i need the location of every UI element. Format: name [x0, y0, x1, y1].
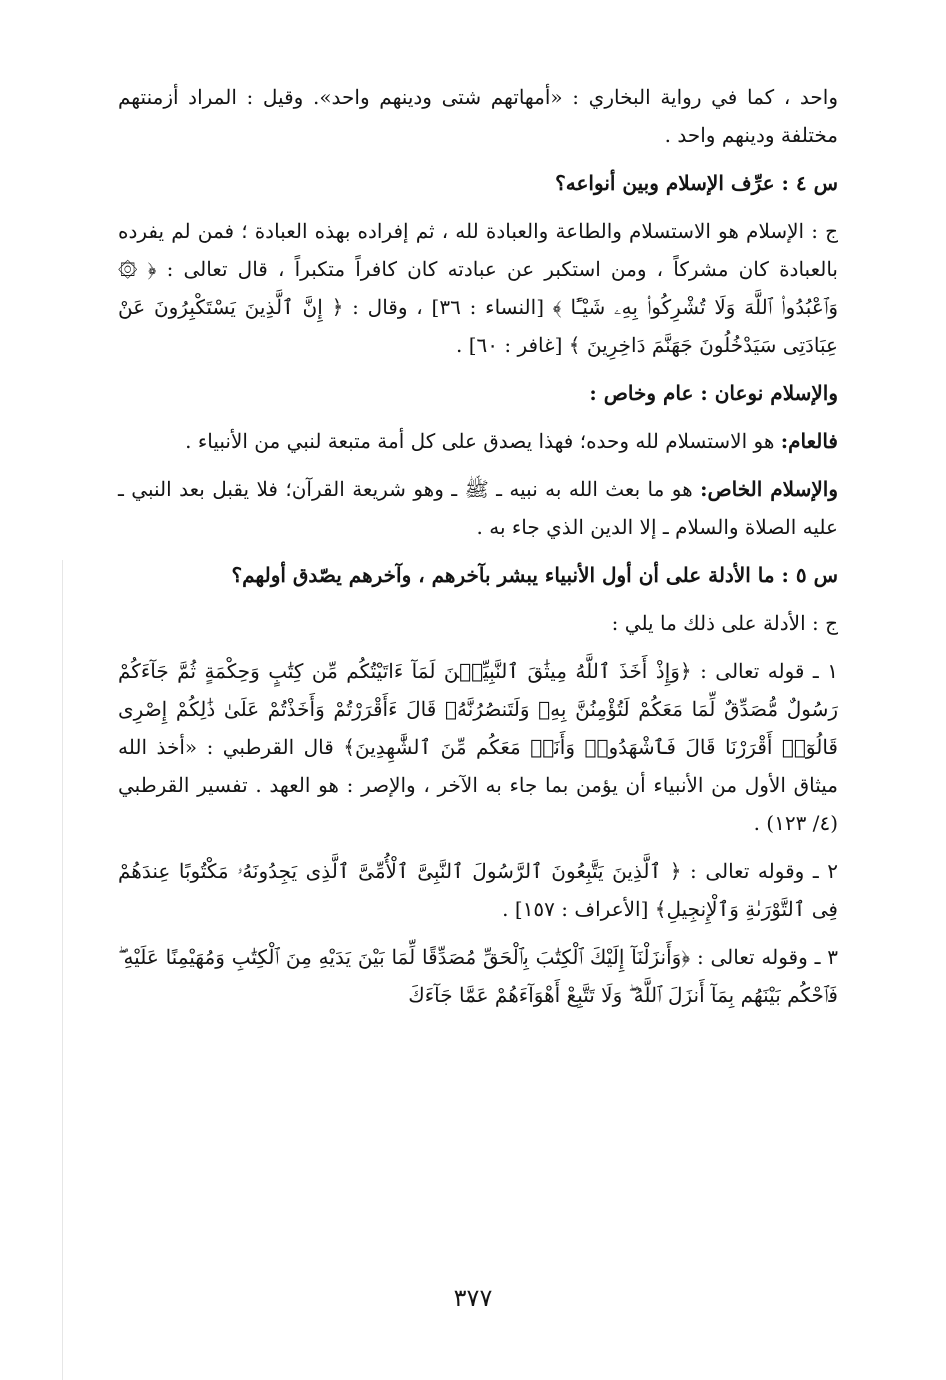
- islam-types-heading: والإسلام نوعان : عام وخاص :: [589, 381, 838, 405]
- specific-islam-text: هو ما بعث الله به نبيه ـ ﷺ ـ وهو شريعة القرآن؛ فلا يقبل بعد النبي ـ عليه الصلاة والسلام ـ إلا الدين الذي جاء به .: [118, 477, 838, 539]
- question-5-heading: س ٥ : ما الأدلة على أن أول الأنبياء يبشر بآخرهم ، وآخرهم يصّدق أولهم؟: [231, 563, 838, 587]
- page-body: [118, 78, 838, 1024]
- specific-islam-lead: والإسلام الخاص:: [700, 477, 838, 501]
- specific-islam-paragraph: [118, 470, 838, 546]
- general-islam-text: هو الاستسلام لله وحده؛ فهذا يصدق على كل أمة متبعة لنبي من الأنبياء .: [185, 429, 781, 453]
- evidence-1-paragraph: ١ ـ قوله تعالى : ﴿وَإِذْ أَخَذَ ٱللَّهُ مِيثَٰقَ ٱلنَّبِيِّـۧنَ لَمَآ ءَاتَيْتُكُم مِّن كِتَٰبٍ وَحِكْمَةٍ ثُمَّ جَآءَكُمْ رَسُولٌ مُّصَدِّقٌ لِّمَا مَعَكُمْ لَتُؤْمِنُنَّ بِهِۦ وَلَتَنصُرُنَّهُۥ قَالَ ءَأَقْرَرْتُمْ وَأَخَذْتُمْ عَلَىٰ ذَٰلِكُمْ إِصْرِى قَالُوٓا۟ أَقْرَرْنَا قَالَ فَٱشْهَدُوا۟ وَأَنَا۠ مَعَكُم مِّنَ ٱلشَّٰهِدِينَ﴾ قال القرطبي : «أخذ الله ميثاق الأول من الأنبياء أن يؤمن بما جاء به الآخر ، والإصر : هو العهد . تفسير القرطبي (٤/ ١٢٣) .: [118, 659, 838, 835]
- answer-5-intro: ج : الأدلة على ذلك ما يلي :: [611, 611, 838, 635]
- page-number: ٣٧٧: [453, 1284, 493, 1312]
- general-islam-lead: فالعام:: [780, 429, 838, 453]
- paragraph-continuation: واحد ، كما في رواية البخاري : «أمهاتهم شتى ودينهم واحد». وقيل : المراد أزمنتهم مختلفة ودينهم واحد .: [118, 85, 838, 147]
- answer-4-paragraph: ج : الإسلام هو الاستسلام والطاعة والعبادة لله ، ثم إفراده بهذه العبادة ؛ فمن لم يفرده بالعبادة كان مشركاً ، ومن استكبر عن عبادته كان كافراً متكبراً ، قال تعالى : ﴿ ۞ وَٱعْبُدُوا۟ ٱللَّهَ وَلَا تُشْرِكُوا۟ بِهِۦ شَيْـًٔا ﴾ [النساء : ٣٦] ، وقال : ﴿ إِنَّ ٱلَّذِينَ يَسْتَكْبِرُونَ عَنْ عِبَادَتِى سَيَدْخُلُونَ جَهَنَّمَ دَاخِرِينَ ﴾ [غافر : ٦٠] .: [118, 219, 838, 357]
- question-4-heading: س ٤ : عرِّف الإسلام وبين أنواعه؟: [555, 171, 838, 195]
- page-edge-line: [62, 560, 63, 1380]
- general-islam-paragraph: [118, 422, 838, 460]
- evidence-3-paragraph: ٣ ـ وقوله تعالى : ﴿وَأَنزَلْنَآ إِلَيْكَ ٱلْكِتَٰبَ بِٱلْحَقِّ مُصَدِّقًا لِّمَا بَيْنَ يَدَيْهِ مِنَ ٱلْكِتَٰبِ وَمُهَيْمِنًا عَلَيْهِ ۖ فَٱحْكُم بَيْنَهُم بِمَآ أَنزَلَ ٱللَّهُ ۖ وَلَا تَتَّبِعْ أَهْوَآءَهُمْ عَمَّا جَآءَكَ: [118, 945, 838, 1007]
- evidence-2-paragraph: ٢ ـ وقوله تعالى : ﴿ ٱلَّذِينَ يَتَّبِعُونَ ٱلرَّسُولَ ٱلنَّبِىَّ ٱلْأُمِّىَّ ٱلَّذِى يَجِدُونَهُۥ مَكْتُوبًا عِندَهُمْ فِى ٱلتَّوْرَىٰةِ وَٱلْإِنجِيلِ﴾ [الأعراف : ١٥٧] .: [118, 859, 838, 921]
